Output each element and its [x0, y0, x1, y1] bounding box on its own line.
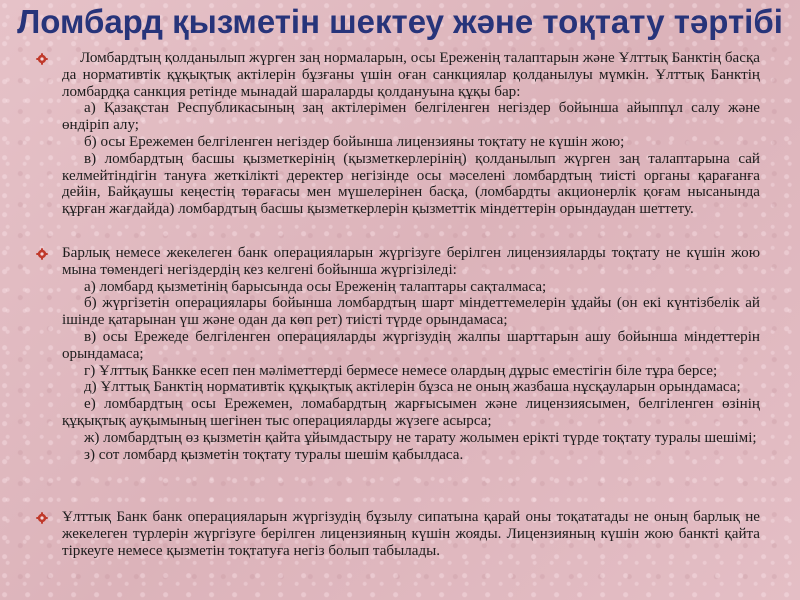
slide-content: [0, 50, 800, 559]
list-item: в) ломбардтың басшы қызметкерінің (қызметкерлерінің) қолданылып жүрген заң талаптарына сай келмейтіндігін тануға жеткілікті деректер негізінде осы мәселені ломбардтың тиісті органы қарағанға дейін, Байқаушы кеңестің төрағасы мен мүшелерінен басқа, (ломбардты акционерлік қоғам нысанында құрған жағдайда) ломбардтың басшы қызметкерлерін қызметтік міндеттерін орындаудан шеттету.: [62, 150, 760, 218]
bullet-paragraph-national-bank: [0, 509, 800, 559]
bullet-paragraph-license-revocation: [0, 245, 800, 509]
gear-bullet-icon: [36, 512, 48, 524]
list-item: д) Ұлттық Банктің нормативтік құқықтық актілерін бұзса не оның жазбаша нұсқауларын орындамаса;: [84, 379, 741, 396]
list-item: а) ломбард қызметінің барысында осы Ереженің талаптары сақталмаса;: [84, 278, 547, 295]
paragraph-text: Ұлттық Банк банк операцияларын жүргізудің бұзылу сипатына қарай оны тоқататады не оның барлық не жекелеген түрлерін жүргізуге берілген лицензияның күшін жояды. Лицензияның күшін жою банкті қайта тіркеуге немесе қызметін тоқтатуға негіз болып табылады.: [62, 509, 760, 559]
list-item: в) осы Ережеде белгіленген операцияларды жүргізудің жалпы шарттарын ашу бойынша міндеттерін орындамаса;: [62, 328, 760, 362]
gear-bullet-icon: [36, 53, 48, 65]
slide-title: Ломбард қызметін шектеу және тоқтату тәртібі: [17, 3, 783, 40]
paragraph-text: Ломбардтың қолданылып жүрген заң нормаларын, осы Ереженің талаптарын және Ұлттық Банктің басқа да нормативтік құқықтық актілерін бұзғаны үшін оған санкциялар қолданылуы мүмкін. Ұлттық Банктің ломбардқа санкция ретінде мынадай шараларды қолдануына құқы бар:: [62, 50, 760, 100]
list-item: а) Қазақстан Республикасының заң актілерімен белгіленген негіздер бойынша айыппұл салу және өндіріп алу;: [62, 100, 760, 134]
list-item: б) осы Ережемен белгіленген негіздер бойынша лицензияны тоқтату не күшін жою;: [84, 133, 625, 150]
list-item: ж) ломбардтың өз қызметін қайта ұйымдастыру не тарату жолымен ерікті түрде тоқтату туралы шешімі;: [84, 429, 757, 446]
list-item: з) сот ломбард қызметін тоқтату туралы шешім қабылдаса.: [84, 446, 464, 463]
gear-bullet-icon: [36, 248, 48, 260]
list-item: б) жүргізетін операциялары бойынша ломбардтың шарт міндеттемелерін ұдайы (он екі күнтізбелік ай ішінде қатарынан үш және одан да көп рет) тиісті түрде орындамаса;: [62, 295, 760, 329]
bullet-paragraph-sanctions: [0, 50, 800, 245]
list-item: е) ломбардтың осы Ережемен, ломабардтың жарғысымен және лицензиясымен, белгіленген өзінің құқықтық ауқымының шегінен тыс операцияларды жүзеге асырса;: [62, 396, 760, 429]
list-item: г) Ұлттық Банкке есеп пен мәліметтерді бермесе немесе олардың дұрыс еместігін біле тұра берсе;: [84, 362, 718, 379]
paragraph-text: Барлық немесе жекелеген банк операцияларын жүргізуге берілген лицензияларды тоқтату не күшін жою мына төмендегі негіздердің кез келгені бойынша жүргізіледі:: [62, 245, 760, 278]
